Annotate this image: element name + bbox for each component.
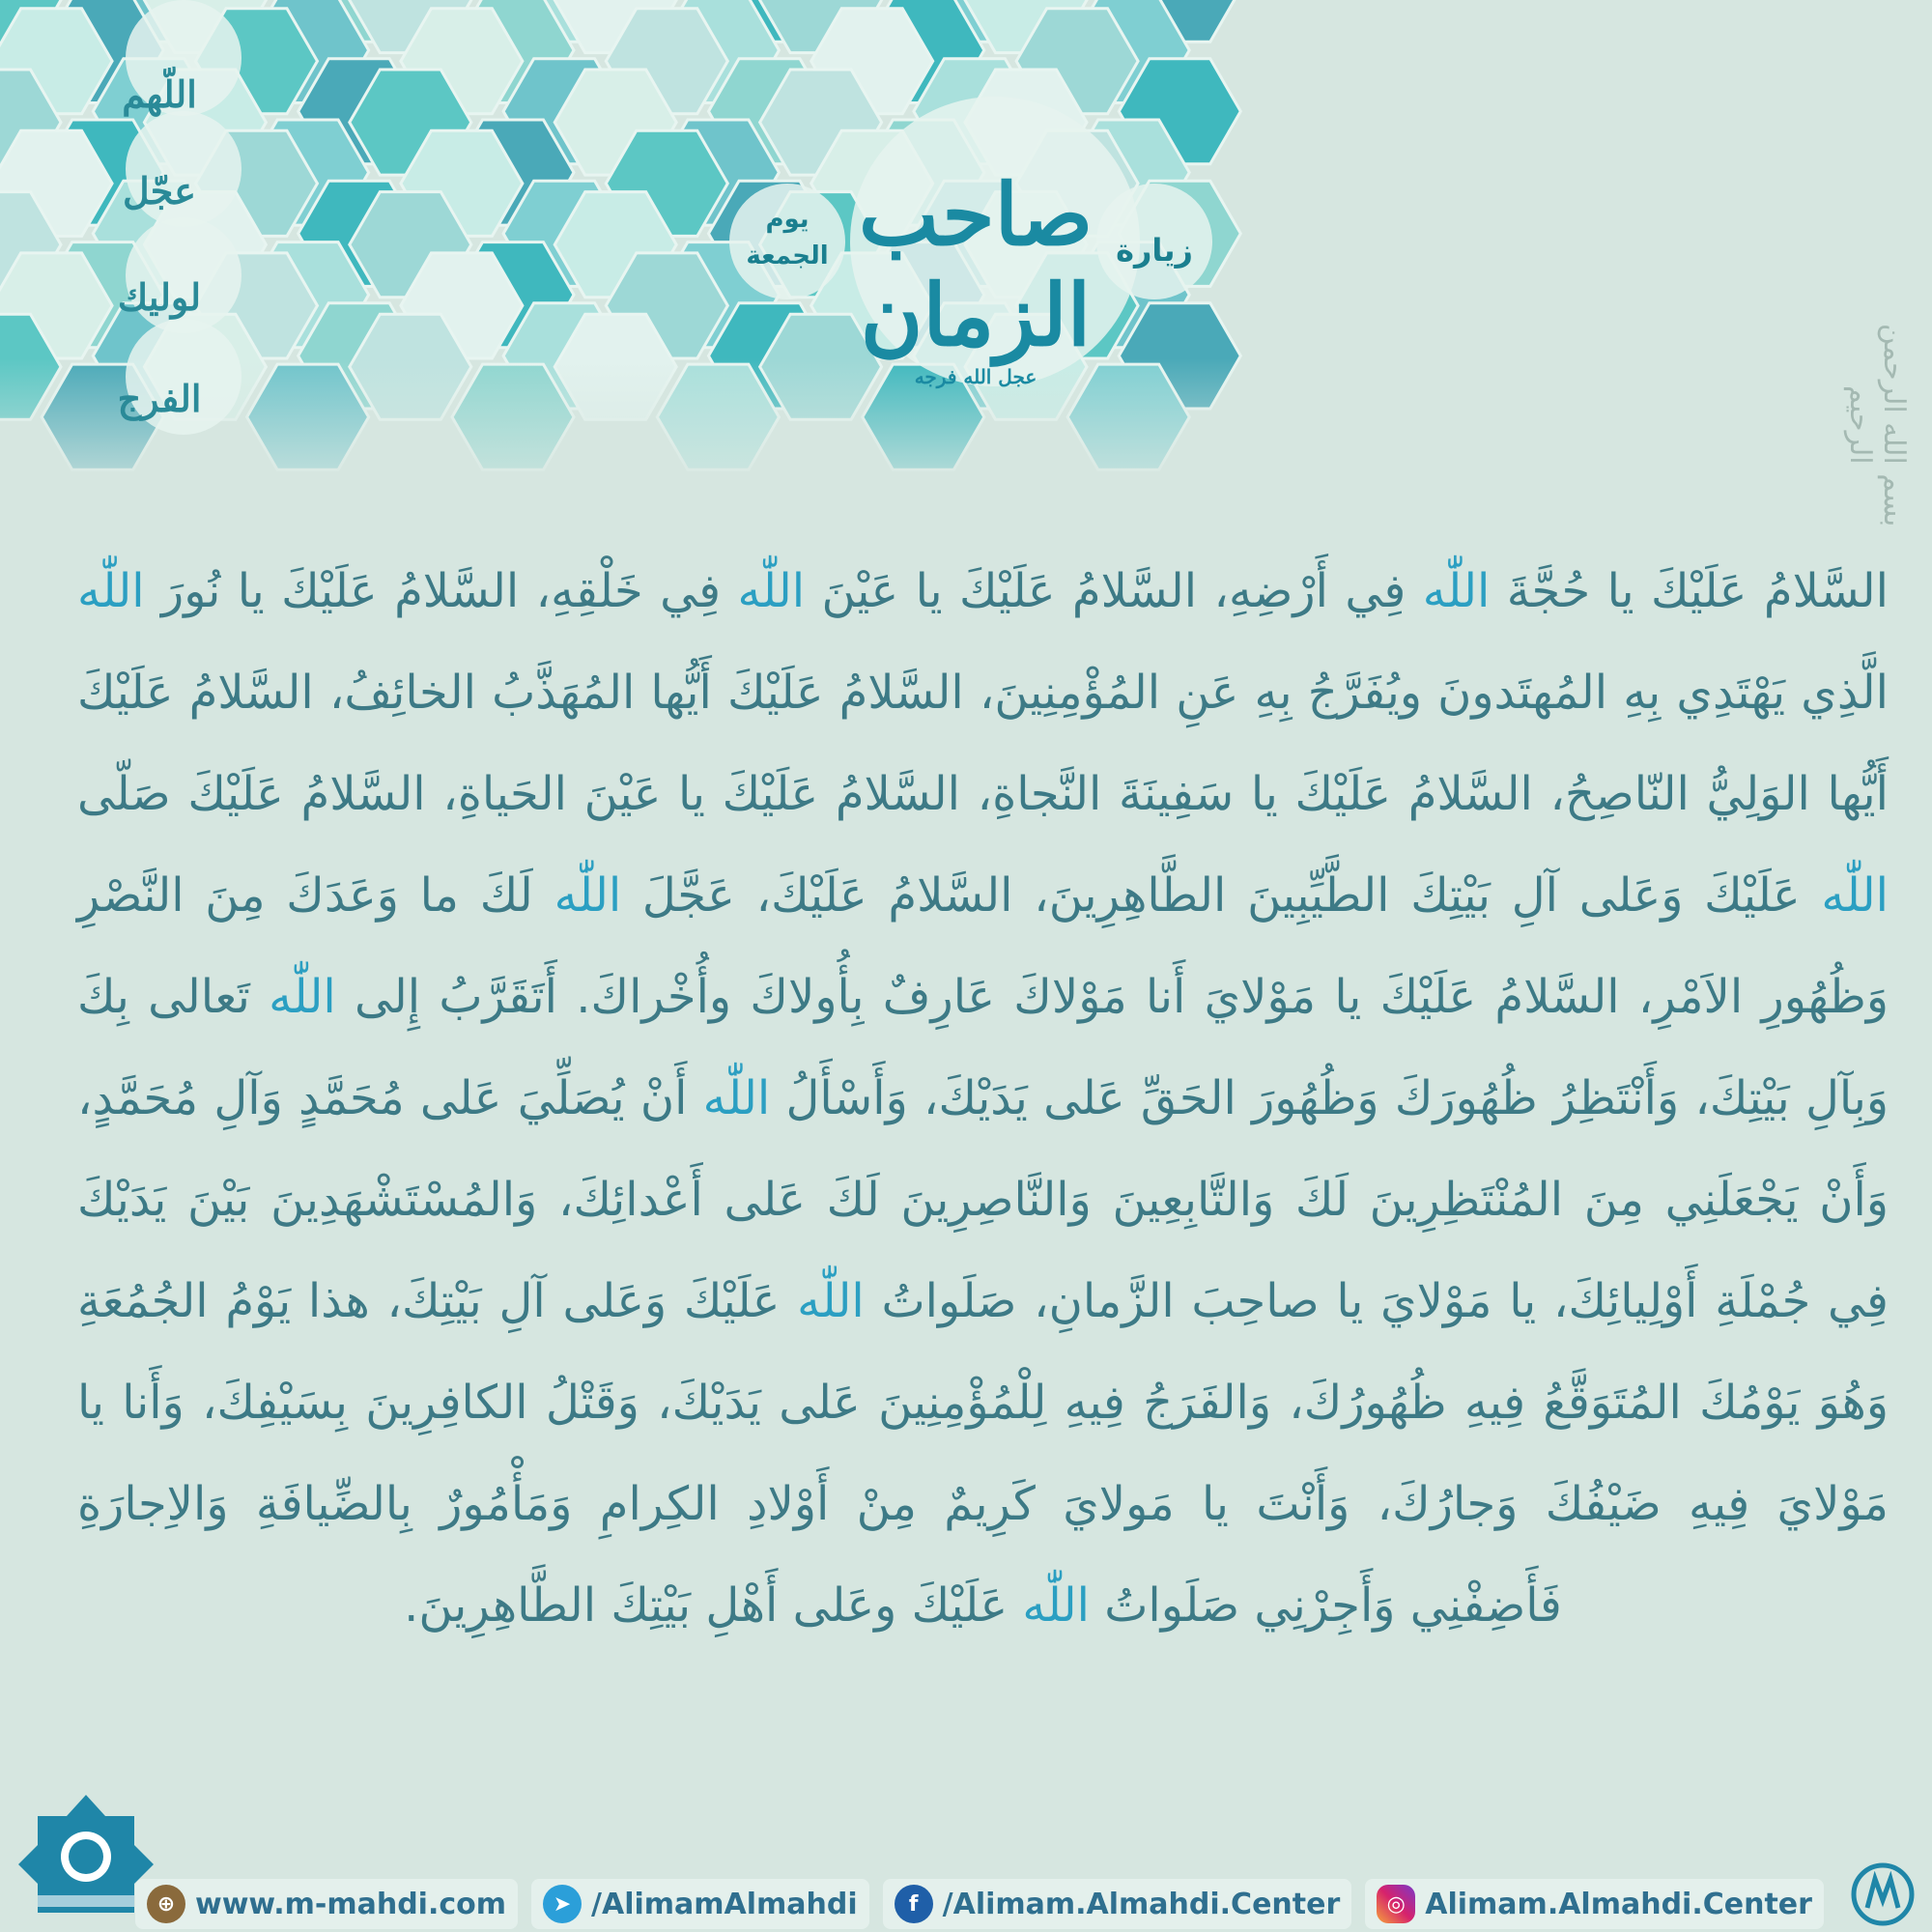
instagram-link[interactable]	[1365, 1879, 1824, 1929]
text-segment: السَّلامُ عَلَيْكَ يا حُجَّةَ	[1490, 564, 1889, 618]
title-calligraphy	[850, 164, 1101, 388]
prayer-word-4: الفرج	[117, 377, 202, 420]
divine-name-highlight: اللّٰه	[1821, 868, 1889, 923]
prayer-word-1: اللّهم	[122, 72, 197, 116]
divine-name-highlight: اللّٰه	[797, 1274, 865, 1328]
website-link[interactable]	[135, 1879, 518, 1929]
divine-name-highlight: اللّٰه	[702, 1071, 771, 1125]
ziyarat-text	[77, 541, 1889, 1657]
facebook-text: /Alimam.Almahdi.Center	[942, 1887, 1341, 1921]
honorific-text: عجل الله فرجه	[914, 365, 1037, 388]
telegram-link[interactable]	[531, 1879, 869, 1929]
instagram-text: Alimam.Almahdi.Center	[1425, 1887, 1812, 1921]
facebook-icon: f	[895, 1885, 933, 1923]
text-segment: عَلَيْكَ وعَلى أَهْلِ بَيْتِكَ الطَّاهِرِينَ.	[404, 1578, 1023, 1633]
mahdi-monogram-icon	[1850, 1860, 1922, 1927]
divine-name-highlight: اللّٰه	[1422, 564, 1491, 618]
divine-name-highlight: اللّٰه	[1022, 1578, 1090, 1633]
globe-icon: ⊕	[147, 1885, 185, 1923]
friday-label	[734, 201, 840, 274]
title-calligraphy-text: صاحب الزمان	[858, 164, 1094, 365]
website-text: www.m-mahdi.com	[195, 1887, 507, 1921]
prayer-word-3: لوليك	[117, 275, 202, 319]
text-segment: أَنْ يُصَلِّيَ عَلى مُحَمَّدٍ وَآلِ مُحَمَّدٍ، وَأَنْ يَجْعَلَنِي مِنَ المُنْتَظِرِينَ لَكَ وَالتَّابِعِينَ وَالنَّاصِرِينَ لَكَ عَلى أَعْدائِكَ، وَالمُسْتَشْهَدِينَ بَيْنَ يَدَيْكَ فِي جُمْلَةِ أَوْلِيائِكَ، يا مَوْلايَ يا صاحِبَ الزَّمانِ، صَلَواتُ	[77, 1071, 1889, 1328]
friday-label-line2: الجمعة	[746, 242, 829, 270]
facebook-link[interactable]	[883, 1879, 1352, 1929]
telegram-text: /AlimamAlmahdi	[591, 1887, 858, 1921]
basmala-calligraphy: بسم الله الرحمن الرحيم	[1843, 323, 1911, 527]
divine-name-highlight: اللّٰه	[737, 564, 806, 618]
text-segment: الَّذِي يَهْتَدِي بِهِ المُهتَدونَ ويُفَرَّجُ بِهِ عَنِ المُؤْمِنِينَ، السَّلامُ عَلَيْكَ أَيُّها المُهَذَّبُ الخائِفُ، السَّلامُ عَلَيْكَ أَيُّها الوَلِيُّ النّاصِحُ، السَّلامُ عَلَيْكَ يا سَفِينَةَ النَّجاةِ، السَّلامُ عَلَيْكَ يا عَيْنَ الحَياةِ، السَّلامُ عَلَيْكَ صَلّى	[77, 666, 1889, 821]
text-segment: فِي خَلْقِهِ، السَّلامُ عَلَيْكَ يا نُورَ	[144, 564, 738, 618]
text-segment: فِي أَرْضِهِ، السَّلامُ عَلَيْكَ يا عَيْنَ	[805, 564, 1423, 618]
divine-name-highlight: اللّٰه	[77, 564, 145, 618]
friday-label-line1: يوم	[765, 205, 810, 234]
ziyara-label: زيارة	[1116, 232, 1193, 269]
prayer-word-2: عجّل	[123, 169, 196, 213]
divine-name-highlight: اللّٰه	[269, 970, 336, 1024]
text-segment: لَكَ ما وَعَدَكَ مِنَ النَّصْرِ وَظُهُورِ الاَمْرِ، السَّلامُ عَلَيْكَ يا مَوْلايَ أَنا مَوْلاكَ عَارِفٌ بِأُولاكَ وأُخْراكَ. أَتَقَرَّبُ إِلى	[77, 868, 1889, 1024]
text-segment: عَلَيْكَ وَعَلى آلِ بَيْتِكَ، هذا يَوْمُ الجُمُعَةِ وَهُوَ يَوْمُكَ المُتَوَقَّعُ فِيهِ ظُهُورُكَ، وَالفَرَجُ فِيهِ لِلْمُؤْمِنِينَ عَلى يَدَيْكَ، وَقَتْلُ الكافِرِينَ بِسَيْفِكَ، وَأَنا يا مَوْلايَ فِيهِ ضَيْفُكَ وَجارُكَ، وَأَنْتَ يا مَولايَ كَرِيمٌ مِنْ أَوْلادِ الكِرامِ وَمَأْمُورٌ بِالضِّيافَةِ وَالاِجارَةِ فَأَضِفْنِي وَأَجِرْنِي صَلَواتُ	[77, 1274, 1889, 1633]
telegram-icon: ➤	[543, 1885, 582, 1923]
footer-links	[135, 1879, 1824, 1932]
divine-name-highlight: اللّٰه	[554, 868, 622, 923]
text-segment: عَلَيْكَ وَعَلى آلِ بَيْتِكَ الطَّيِّبِينَ الطَّاهِرِينَ، السَّلامُ عَلَيْكَ، عَجَّلَ	[621, 868, 1822, 923]
text-segment: تَعالى بِكَ وَبِآلِ بَيْتِكَ، وَأَنْتَظِرُ ظُهُورَكَ وَظُهُورَ الحَقِّ عَلى يَدَيْكَ، وَأَسْأَلُ	[77, 970, 1889, 1125]
instagram-icon: ◎	[1377, 1885, 1415, 1923]
